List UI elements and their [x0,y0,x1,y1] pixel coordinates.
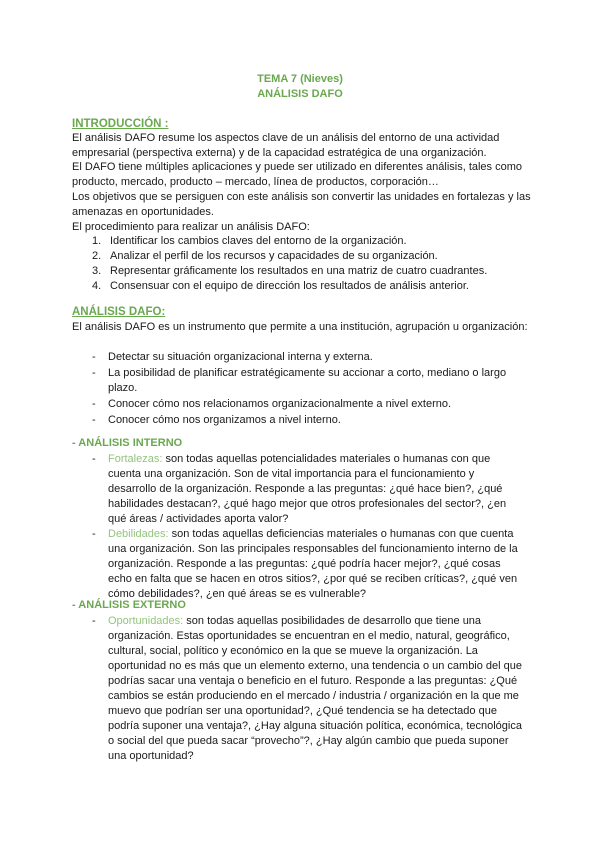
list-text: Detectar su situación organizacional interna y externa. [108,351,373,363]
list-item: - Detectar su situación organizacional interna y externa. [92,351,373,363]
list-text: Analizar el perfil de los recursos y capacidades de su organización. [110,250,438,262]
dafo-bullet-list [92,350,522,429]
list-text: son todas aquellas deficiencias materiales o humanas con que cuenta una organización. Son las principales responsables del funcionamiento interno de la organización. Responde a las preguntas: ¿qué podría hacer mejor?, ¿qué cosas echo en falta que se hacen en otros sitios?, ¿por qué se reciben críticas?, ¿qué ven cómo debilidades?, ¿en qué áreas se es vulnerable? [108,528,518,600]
list-item: - Conocer cómo nos organizamos a nivel interno. [92,414,341,426]
list-text: Identificar los cambios claves del entorno de la organización. [110,235,407,247]
procedure-list [92,234,512,294]
list-number: 3. [92,265,102,277]
list-text: Representar gráficamente los resultados en una matriz de cuatro cuadrantes. [110,265,488,277]
list-text: La posibilidad de planificar estratégicamente su accionar a corto, mediano o largo plazo. [108,367,507,394]
list-item [92,279,512,294]
intro-paragraph-3: Los objetivos que se persiguen con este análisis son convertir las unidades en fortalezas y las amenazas en oportunidades. [72,191,531,218]
internal-analysis-list [92,452,522,602]
list-item [92,249,512,264]
list-number: 4. [92,280,102,292]
document-subtitle: ANÁLISIS DAFO [257,88,343,100]
term-oportunidades: Oportunidades: [108,615,184,627]
list-text: son todas aquellas posibilidades de desarrollo que tiene una organización. Estas oportunidades se encuentran en el medio, natural, geográfico, cultural, social, político y económico en la que se mueve la organización. La oportunidad no es más que un elemento externo, una tendencia o un cambio del que podrías sacar una ventaja o beneficio en el futuro. Responde a las preguntas: ¿Qué cambios se están produciendo en el mercado / industria / organización en la que me muevo que podrían ser una oportunidad?, ¿Qué tendencia se ha detectado que podría suponer una ventaja?, ¿Hay alguna situación política, económica, tecnológica o social del que pueda sacar “provecho”?, ¿Hay algún cambio que pueda suponer una oportunidad? [108,615,523,762]
intro-heading: INTRODUCCIÓN : [72,118,169,130]
list-number: 2. [92,250,102,262]
list-text: son todas aquellas potencialidades materiales o humanas con que cuenta una organización. Son de vital importancia para el funcionamiento y desarrollo de la organización. Responde a las preguntas: ¿qué hace bien?, ¿qué habilidades destacan?, ¿qué hago mejor que otros profesionales del sector?, ¿en qué áreas / actividades aporta valor? [108,453,507,525]
term-debilidades: Debilidades: [108,528,169,540]
list-number: 1. [92,235,102,247]
document-title: TEMA 7 (Nieves) [257,73,343,85]
internal-analysis-heading: - ANÁLISIS INTERNO [72,437,183,449]
external-analysis-heading: - ANÁLISIS EXTERNO [72,599,186,611]
list-text: Consensuar con el equipo de dirección los resultados de análisis anterior. [110,280,469,292]
list-item: - Debilidades: son todas aquellas deficiencias materiales o humanas con que cuenta una organización. Son las principales responsables del funcionamiento interno de la organización. Responde a las preguntas: ¿qué podría hacer mejor?, ¿qué cosas echo en falta que se hacen en otros sitios?, ¿por qué se reciben críticas?, ¿qué ven cómo debilidades?, ¿en qué áreas se es vulnerable? [92,528,518,600]
list-item: - Conocer cómo nos relacionamos organizacionalmente a nivel externo. [92,398,452,410]
intro-paragraph-2: El DAFO tiene múltiples aplicaciones y puede ser utilizado en diferentes análisis, tales como producto, mercado, producto – mercado, línea de productos, corporación… [72,161,523,188]
list-item [92,264,512,279]
term-fortalezas: Fortalezas: [108,453,163,465]
list-item [92,234,512,249]
dafo-paragraph: El análisis DAFO es un instrumento que permite a una institución, agrupación u organización: [72,321,528,333]
list-item: - La posibilidad de planificar estratégicamente su accionar a corto, mediano o largo plazo. [92,367,507,394]
external-analysis-list [92,614,522,765]
list-text: Conocer cómo nos relacionamos organizacionalmente a nivel externo. [108,398,452,410]
list-item: - Fortalezas: son todas aquellas potencialidades materiales o humanas con que cuenta una organización. Son de vital importancia para el funcionamiento y desarrollo de la organización. Responde a las preguntas: ¿qué hace bien?, ¿qué habilidades destacan?, ¿qué hago mejor que otros profesionales del sector?, ¿en qué áreas / actividades aporta valor? [92,453,507,525]
dafo-heading: ANÁLISIS DAFO: [72,306,166,318]
intro-paragraph-1: El análisis DAFO resume los aspectos clave de un análisis del entorno de una actividad empresarial (perspectiva externa) y de la capacidad estratégica de una organización. [72,132,500,159]
list-item: - Oportunidades: son todas aquellas posibilidades de desarrollo que tiene una organización. Estas oportunidades se encuentran en el medio, natural, geográfico, cultural, social, político y económico en la que se mueve la organización. La oportunidad no es más que un elemento externo, una tendencia o un cambio del que podrías sacar una ventaja o beneficio en el futuro. Responde a las preguntas: ¿Qué cambios se están produciendo en el mercado / industria / organización en la que me muevo que podrían ser una oportunidad?, ¿Qué tendencia se ha detectado que podría suponer una ventaja?, ¿Hay alguna situación política, económica, tecnológica o social del que pueda sacar “provecho”?, ¿Hay algún cambio que pueda suponer una oportunidad? [92,615,523,762]
list-text: Conocer cómo nos organizamos a nivel interno. [108,414,341,426]
intro-paragraph-4: El procedimiento para realizar un análisis DAFO: [72,221,310,233]
